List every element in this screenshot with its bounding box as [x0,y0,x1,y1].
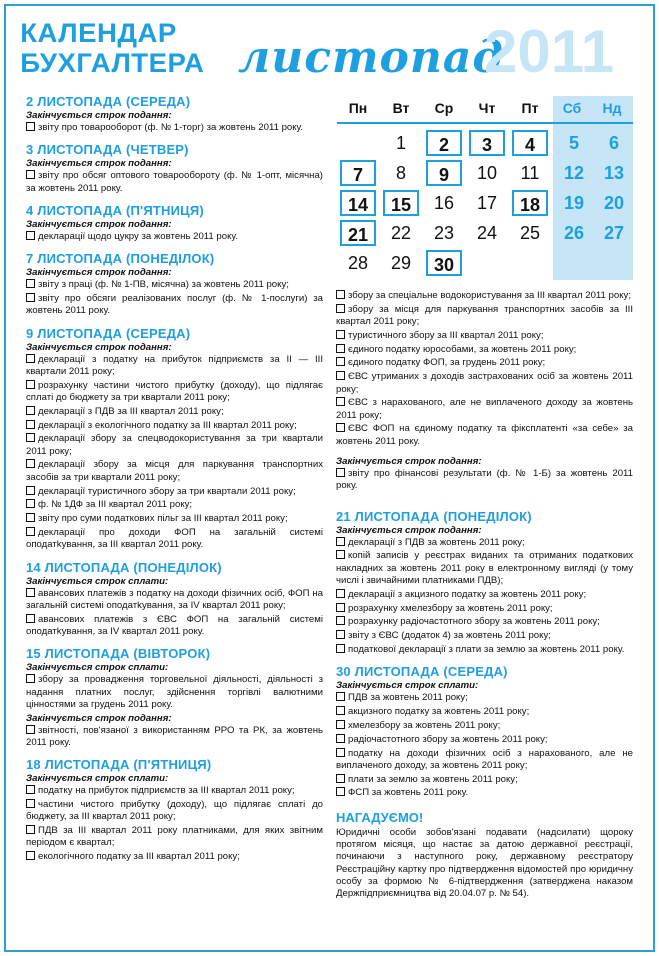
item-text: розрахунку частини чистого прибутку (доходу), що підлягає сплаті до бюджету за три квартали 2011 року; [26,379,323,403]
section-date: 2 ЛИСТОПАДА (СЕРЕДА) [26,94,191,109]
deadline-label: Закінчується строк подання: [336,524,482,536]
checklist-item [26,354,323,379]
calendar-day: 23 [433,223,455,243]
checkbox[interactable] [26,170,35,179]
checklist-item [336,774,633,786]
calendar-day: 19 [563,193,585,213]
date-section [26,142,323,195]
item-text: єдиного податку юрособами, за жовтень 2011 року; [348,343,577,355]
checklist-item [26,674,323,711]
calendar-day: 22 [390,223,412,243]
calendar-day: 28 [347,253,369,273]
item-text: податку на прибуток підприємств за ІІІ квартал 2011 року; [38,785,295,797]
deadline-label: Закінчується строк подання: [26,267,172,279]
checkbox[interactable] [336,344,345,353]
checkbox[interactable] [336,734,345,743]
checklist-item [336,589,633,601]
section-date: 15 ЛИСТОПАДА (ВІВТОРОК) [26,646,211,662]
deadline-label: Закінчується строк подання: [26,158,172,170]
checkbox[interactable] [26,122,35,131]
checkbox[interactable] [336,706,345,715]
checkbox[interactable] [336,468,345,477]
checklist-item [336,423,633,448]
reminder-block [336,810,633,901]
calendar-day: 16 [433,193,455,213]
item-text: частини чистого прибутку (доходу), що підлягає сплаті до бюджету, за ІІІ квартал 2011 року; [26,799,323,823]
checklist-item [26,170,323,195]
checklist-item [336,748,633,773]
section-date: 9 ЛИСТОПАДА (СЕРЕДА) [26,325,191,341]
checkbox[interactable] [26,614,35,623]
checklist-item [336,537,633,549]
item-text: декларації з податку на прибуток підприємств за ІІ — ІІІ квартали 2011 року; [26,353,323,377]
date-section [336,664,633,799]
checklist-item [26,851,323,863]
calendar-day: 30 [426,250,462,276]
item-text: розрахунку хмелезбору за жовтень 2011 року; [348,602,553,614]
title-block [22,18,203,78]
checklist-item [336,787,633,799]
calendar-day: 15 [383,190,419,216]
calendar-day: 3 [469,130,505,156]
checkbox[interactable] [336,692,345,701]
deadline-label: Закінчується строк подання: [26,712,172,724]
reminder-title: НАГАДУЄМО! [336,809,424,825]
checkbox[interactable] [336,616,345,625]
checklist-item [26,614,323,639]
item-text: збору за місця для паркування транспортних засобів за ІІІ квартал 2011 року; [336,303,633,328]
item-text: ЄВС утриманих з доходів застрахованих осіб за жовтень 2011 року; [336,371,633,395]
calendar-day: 17 [476,193,498,213]
item-text: декларації збору за місця для паркування транспортних засобів за три квартали 2011 року; [26,459,323,483]
section-date: 7 ЛИСТОПАДА (ПОНЕДІЛОК) [26,251,215,267]
deadline-label: Закінчується строк подання: [26,110,172,121]
item-text: розрахунку радіочастотного збору за жовтень 2011 року; [348,616,600,628]
checkbox[interactable] [26,279,35,288]
item-text: звіту про обсяги реалізованих послуг (ф. № 1-послуги) за жовтень 2011 року. [26,292,323,317]
checklist-item [26,459,323,484]
checkbox[interactable] [336,371,345,380]
checkbox[interactable] [336,423,345,432]
weekday-header: Пт [521,100,539,116]
deadline-label: Закінчується строк подання: [336,456,482,468]
deadline-label: Закінчується строк сплати: [26,773,169,785]
month-title: листопад [238,32,504,83]
item-text: звіту про суми податкових пільг за ІІІ квартал 2011 року; [38,513,288,525]
calendar-day: 29 [390,253,412,273]
checklist-item [336,550,633,587]
right-column [336,290,633,908]
item-text: звіту про обсяг оптового товарообороту (ф. № 1-опт, місячна) за жовтень 2011 року. [26,170,323,194]
weekday-header: Нд [602,100,622,116]
item-text: ЄВС ФОП на єдиному податку та фіксплатенті «за себе» за жовтень 2011 року. [336,423,633,447]
deadline-label: Закінчується строк сплати: [26,575,169,587]
checklist-item [26,785,323,797]
weekday-header: Вт [392,100,410,116]
checklist-item [336,344,633,356]
checkbox[interactable] [336,644,345,653]
checklist-item [336,290,633,302]
item-text: авансових платежів з податку на доходи фізичних осіб, ФОП на загальній системі оподатkування, за IV квартал 2011 року; [26,587,323,611]
date-section [26,757,323,863]
checklist-item [26,825,323,850]
checklist-item [336,734,633,746]
checkbox[interactable] [336,537,345,546]
date-section [26,203,323,243]
checklist-item [26,420,323,432]
calendar-day: 14 [340,190,376,216]
checkbox[interactable] [336,357,345,366]
checkbox[interactable] [26,231,35,240]
item-text: декларації з ПДВ за жовтень 2011 року; [348,536,525,548]
checkbox[interactable] [26,513,35,522]
item-text: звіту з праці (ф. № 1-ПВ, місячна) за жовтень 2011 року; [38,279,289,291]
checklist-item [26,406,323,418]
checkbox[interactable] [26,499,35,508]
item-text: ПДВ за жовтень 2011 року; [348,692,468,704]
weekday-header: Ср [434,100,454,116]
checkbox[interactable] [26,527,35,536]
checklist-item [336,706,633,718]
item-text: звіту з ЄВС (додаток 4) за жовтень 2011 року; [348,630,551,642]
calendar-day: 4 [512,130,548,156]
date-section [26,251,323,317]
calendar-day: 20 [603,193,625,213]
checkbox[interactable] [336,304,345,313]
checkbox[interactable] [26,785,35,794]
checklist-item [336,357,633,369]
date-section-continued [336,290,633,448]
checklist-item [26,527,323,552]
section-date: 14 ЛИСТОПАДА (ПОНЕДІЛОК) [26,559,222,575]
checkbox[interactable] [26,293,35,302]
item-text: декларації щодо цукру за жовтень 2011 року. [38,230,238,242]
checkbox[interactable] [336,720,345,729]
section-date: 3 ЛИСТОПАДА (ЧЕТВЕР) [26,142,189,158]
checklist-item [336,630,633,642]
checklist-item [336,616,633,628]
section-date: 21 ЛИСТОПАДА (ПОНЕДІЛОК) [336,508,532,524]
checkbox[interactable] [26,825,35,834]
deadline-label: Закінчується строк сплати: [26,662,169,674]
calendar-day: 7 [340,160,376,186]
checklist-item [26,499,323,511]
checkbox[interactable] [26,354,35,363]
item-text: податку на доходи фізичних осіб з нарахованого, але не виплаченого доходу, за жовтень 2011 року; [336,747,633,771]
item-text: копій записів у реєстрах виданих та отриманих податкових накладних за жовтень 2011 року в електронному вигляді (у тому числі і звичайними платниками ПДВ); [336,550,633,587]
item-text: звіту про товарооборот (ф. № 1-торг) за жовтень 2011 року. [38,122,304,133]
checklist-item [336,603,633,615]
checklist-item [336,720,633,732]
calendar-day: 24 [476,223,498,243]
calendar-day: 5 [568,133,579,153]
checkbox[interactable] [336,397,345,406]
item-text: єдиного податку ФОП, за грудень 2011 року; [348,357,546,369]
checkbox[interactable] [336,290,345,299]
checkbox[interactable] [336,630,345,639]
item-text: акцизного податку за жовтень 2011 року; [348,706,530,718]
checklist-item [336,330,633,342]
checkbox[interactable] [336,603,345,612]
reminder-text: Юридичні особи зобов'язані подавати (надсилати) щороку протягом місяця, що настає за датою державної реєстрації, починаючи з наступного року, державному реєстратору Реєстраційну картку про підтвердження відомостей про юридичну особу за формою № 6-підтвердження (затверджена наказом Держпідприємництва від 20.04.07 р. № 54). [336,826,633,900]
checkbox[interactable] [336,787,345,796]
date-section [336,509,633,657]
item-text: хмелезбору за жовтень 2011 року; [348,719,501,731]
checkbox[interactable] [26,674,35,683]
calendar-day: 11 [520,163,540,183]
month-calendar [337,96,633,280]
checklist-item [26,725,323,750]
weekday-header: Пн [348,100,368,116]
date-section-continued-group [336,456,633,493]
checkbox[interactable] [26,486,35,495]
calendar-day: 21 [340,220,376,246]
calendar-day: 8 [395,163,406,183]
item-text: збору за спеціальне водокористування за ІІІ квартал 2011 року; [348,290,631,301]
checkbox[interactable] [26,851,35,860]
calendar-day: 18 [512,190,548,216]
section-date: 18 ЛИСТОПАДА (П'ЯТНИЦЯ) [26,757,212,773]
item-text: ПДВ за ІІІ квартал 2011 року платниками, для яких звітним періодом є квартал; [26,825,323,849]
checklist-item [336,644,633,656]
date-section [26,560,323,639]
checkbox[interactable] [26,725,35,734]
item-text: декларації з ПДВ за ІІІ квартал 2011 року; [38,405,224,417]
item-text: ф. № 1ДФ за ІІІ квартал 2011 року; [38,499,193,511]
checklist-item [26,513,323,525]
date-section [26,646,323,749]
checklist-item [26,380,323,405]
checkbox[interactable] [26,459,35,468]
section-date: 30 ЛИСТОПАДА (СЕРЕДА) [336,664,508,680]
checkbox[interactable] [336,550,345,559]
calendar-day: 27 [603,223,625,243]
item-text: збору за провадження торговельної діяльності, діяльності з надання платних послуг, здійснення торгівлі валютними цінностями за грудень 2011 року. [26,674,323,710]
checklist-item [26,433,323,458]
calendar-day: 2 [426,130,462,156]
checkbox[interactable] [336,330,345,339]
calendar-day: 10 [476,163,498,183]
checkbox[interactable] [26,380,35,389]
item-text: звітності, пов'язаної з використанням РРО та РК, за жовтень 2011 року. [26,724,323,748]
calendar-day: 13 [603,163,625,183]
checklist-item [26,486,323,498]
item-text: радіочастотного збору за жовтень 2011 року; [348,733,548,745]
checklist-item [336,468,633,493]
checklist-item [26,231,323,243]
title-line-2: БУХГАЛТЕРА [20,48,205,78]
item-text: туристичного збору за ІІІ квартал 2011 року; [348,329,544,341]
checkbox[interactable] [336,748,345,757]
calendar-day: 26 [563,223,585,243]
item-text: авансових платежів з ЄВС ФОП на загальній системі оподатkування, за IV квартал 2011 року. [26,613,323,637]
date-section [26,94,323,134]
item-text: декларації туристичного збору за три квартали 2011 року; [38,485,296,497]
checklist-item [26,588,323,613]
item-text: декларації з акцизного податку за жовтень 2011 року; [348,588,587,600]
year-title: 2011 [484,18,615,85]
checklist-item [26,122,323,134]
title-line-1: КАЛЕНДАР [20,18,177,48]
weekday-header: Чт [478,100,496,116]
calendar-page [4,4,655,952]
deadline-label: Закінчується строк подання: [26,218,172,230]
calendar-day: 9 [426,160,462,186]
deadline-label: Закінчується строк подання: [26,341,172,353]
calendar-header-divider [337,122,633,124]
section-date: 4 ЛИСТОПАДА (П'ЯТНИЦЯ) [26,202,204,218]
checklist-item [26,279,323,291]
item-text: плати за землю за жовтень 2011 року; [348,773,518,785]
left-column [26,94,323,871]
checklist-item [336,304,633,329]
checklist-item [26,293,323,318]
checkbox[interactable] [26,799,35,808]
checklist-item [336,692,633,704]
calendar-day: 6 [608,133,619,153]
item-text: декларації з екологічного податку за ІІІ квартал 2011 року; [38,419,297,431]
item-text: ФСП за жовтень 2011 року. [348,787,469,799]
item-text: ЄВС з нарахованого, але не виплаченого доходу за жовтень 2011 року; [336,397,633,421]
checklist-item [336,371,633,396]
checklist-item [26,799,323,824]
item-text: екологічного податку за ІІІ квартал 2011 року; [38,851,240,863]
checklist-item [336,397,633,422]
calendar-day: 12 [563,163,585,183]
item-text: звіту про фінансові результати (ф. № 1-Б) за жовтень 2011 року. [336,468,633,492]
calendar-day: 1 [395,133,406,153]
checkbox[interactable] [26,406,35,415]
checkbox[interactable] [26,420,35,429]
checkbox[interactable] [26,588,35,597]
item-text: декларації збору за спецводокористування за три квартали 2011 року; [26,433,323,457]
date-section [26,326,323,552]
calendar-day: 25 [519,223,541,243]
checkbox[interactable] [336,774,345,783]
checkbox[interactable] [336,589,345,598]
weekday-header: Сб [562,100,582,116]
deadline-label: Закінчується строк сплати: [336,680,479,692]
checkbox[interactable] [26,433,35,442]
item-text: податкової декларації з плати за землю за жовтень 2011 року. [348,644,625,656]
item-text: декларації про доходи ФОП на загальній системі оподатkування, за ІІІ квартал 2011 року. [26,526,323,551]
